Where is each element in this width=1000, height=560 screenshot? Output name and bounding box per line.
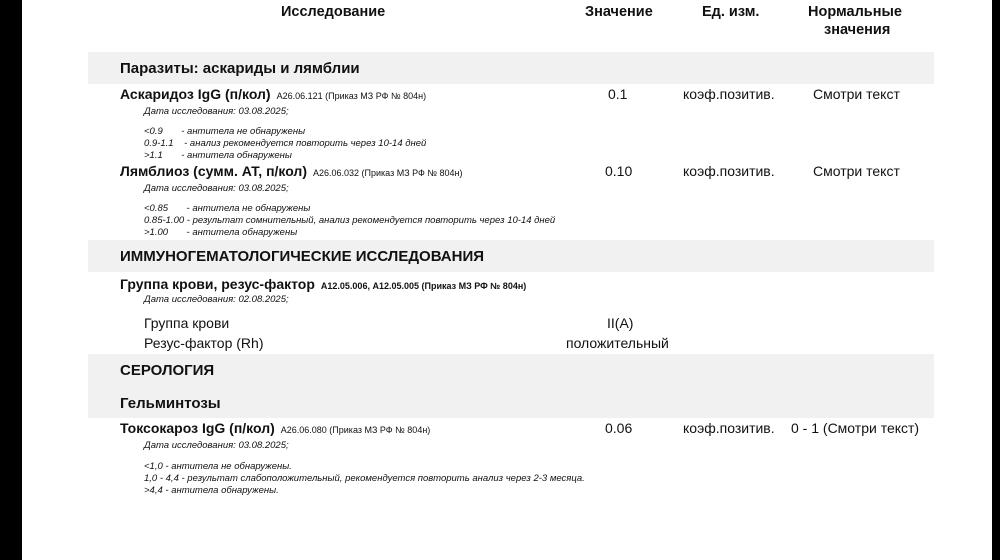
test-value-giardiasis: 0.10 — [605, 163, 633, 179]
subsection-title-helminths: Гельминтозы — [120, 395, 221, 412]
section-title-immuno: ИММУНОГЕМАТОЛОГИЧЕСКИЕ ИССЛЕДОВАНИЯ — [120, 248, 485, 265]
test-code-ascariasis: А26.06.121 (Приказ МЗ РФ № 804н) — [276, 91, 427, 101]
test-note-toxocariasis-2: 1,0 - 4,4 - результат слабоположительный, рекомендуется повторить анализ через 2-3 месяца. — [144, 473, 585, 484]
col-header-value: Значение — [585, 4, 653, 20]
test-norm-toxocariasis: 0 - 1 (Смотри текст) — [791, 420, 920, 436]
test-value-ascariasis: 0.1 — [608, 86, 628, 102]
col-header-norm-line2: значения — [824, 22, 891, 38]
test-note-giardiasis-1: <0.85 - антитела не обнаружены — [144, 203, 311, 214]
blood-group-value: II(A) — [607, 315, 634, 331]
test-note-ascariasis-3: >1.1 - антитела обнаружены — [144, 150, 292, 161]
test-name-blood-group: Группа крови, резус-фактор А12.05.006, А12.05.005 (Приказ МЗ РФ № 804н) — [120, 276, 527, 292]
test-date-ascariasis: Дата исследования: 03.08.2025; — [144, 106, 289, 117]
test-note-ascariasis-2: 0.9-1.1 - анализ рекомендуется повторить через 10-14 дней — [144, 138, 427, 149]
test-note-ascariasis-1: <0.9 - антитела не обнаружены — [144, 126, 306, 137]
test-unit-toxocariasis: коэф.позитив. — [683, 420, 775, 436]
test-date-toxocariasis: Дата исследования: 03.08.2025; — [144, 440, 289, 451]
test-value-toxocariasis: 0.06 — [605, 420, 633, 436]
test-code-toxocariasis: А26.06.080 (Приказ МЗ РФ № 804н) — [280, 425, 431, 435]
test-code-blood-group: А12.05.006, А12.05.005 (Приказ МЗ РФ № 804н) — [320, 281, 527, 291]
rh-factor-value: положительный — [566, 335, 669, 351]
section-band-serology — [88, 354, 934, 386]
test-name-toxocariasis: Токсокароз IgG (п/кол) А26.06.080 (Приказ МЗ РФ № 804н) — [120, 420, 431, 436]
test-norm-giardiasis: Смотри текст — [813, 163, 900, 179]
test-code-giardiasis: А26.06.032 (Приказ МЗ РФ № 804н) — [313, 168, 463, 178]
test-date-giardiasis: Дата исследования: 03.08.2025; — [144, 183, 289, 194]
test-norm-ascariasis: Смотри текст — [813, 86, 900, 102]
test-note-toxocariasis-3: >4,4 - антитела обнаружены. — [144, 485, 279, 496]
test-note-giardiasis-3: >1.00 - антитела обнаружены — [144, 227, 298, 238]
col-header-study: Исследование — [281, 4, 386, 20]
test-note-giardiasis-2: 0.85-1.00 - результат сомнительный, анализ рекомендуется повторить через 10-14 дней — [144, 215, 556, 226]
test-unit-giardiasis: коэф.позитив. — [683, 163, 775, 179]
test-name-giardiasis: Лямблиоз (сумм. АТ, п/кол) А26.06.032 (Приказ МЗ РФ № 804н) — [120, 163, 463, 179]
col-header-unit: Ед. изм. — [702, 4, 760, 20]
test-date-blood-group: Дата исследования: 02.08.2025; — [144, 294, 289, 305]
test-name-ascariasis: Аскаридоз IgG (п/кол) А26.06.121 (Приказ МЗ РФ № 804н) — [120, 86, 427, 102]
blood-group-label: Группа крови — [144, 315, 230, 331]
rh-factor-label: Резус-фактор (Rh) — [144, 335, 264, 351]
section-title-parasites: Паразиты: аскариды и лямблии — [120, 60, 360, 77]
test-note-toxocariasis-1: <1,0 - антитела не обнаружены. — [144, 461, 292, 472]
section-title-serology: СЕРОЛОГИЯ — [120, 362, 215, 379]
col-header-norm-line1: Нормальные — [808, 4, 902, 20]
test-unit-ascariasis: коэф.позитив. — [683, 86, 775, 102]
